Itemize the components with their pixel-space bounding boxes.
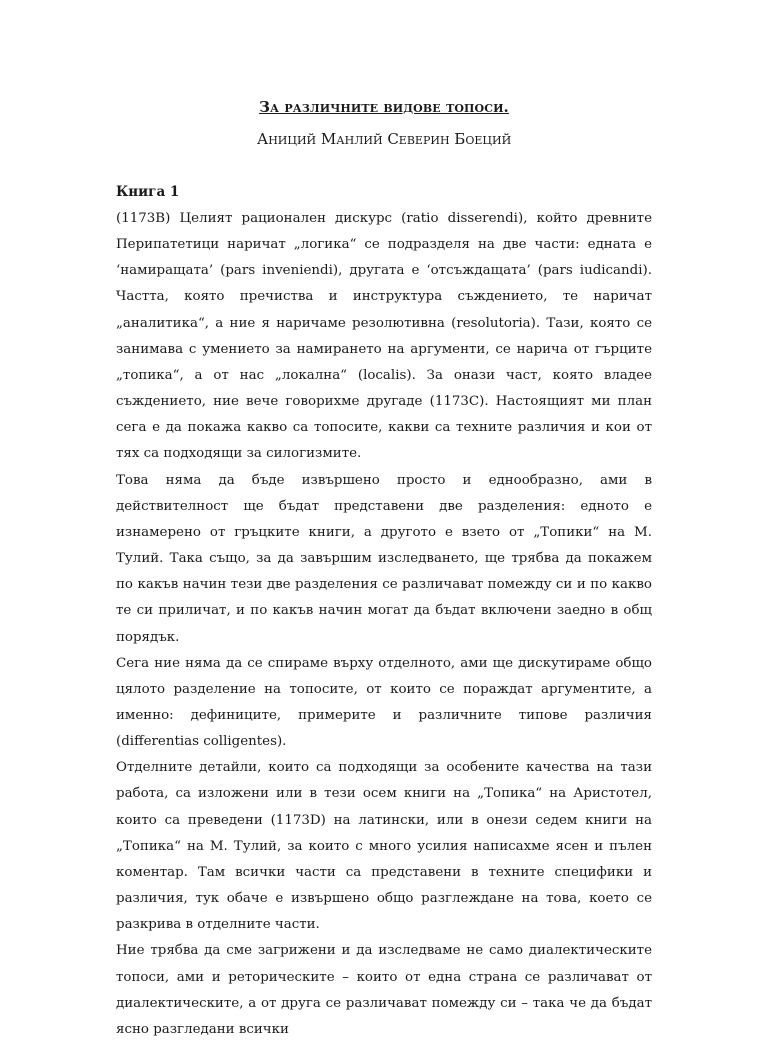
- book-heading: Книга 1: [116, 184, 180, 200]
- paragraph-4: Отделните детайли, които са подходящи за особените качества на тази работа, са изложени или в тези осем книги на „Топика“ на Аристотел, които са преведени (1173D) на латински, или в онези седем книги на „Топика“ на М. Тулий, за които с много усилия написахме ясен и пълен коментар. Там всички части са представени в техните специфики и различия, тук обаче е извършено общо разглеждане на това, което се разкрива в отделните части.: [116, 760, 652, 933]
- paragraph-1: (1173B) Целият рационален дискурс (ratio disserendi), който древните Перипатетици наричат „логика“ се подразделя на две части: едната е ‘намиращата’ (pars inveniendi), другата е ‘отсъждащата’ (pars iudicandi). Частта, която пречиства и инструктура съждението, те наричат „аналитика“, а ние я наричаме резолютивна (resolutoria). Тази, която се занимава с умението за намирането на аргументи, се нарича от гърците „топика“, а от нас „локална“ (localis). За онази част, която владее съждението, ние вече говорихме другаде (1173C). Настоящият ми план сега е да покажа какво са топосите, какви са техните различия и кои от тях са подходящи за силогизмите.: [116, 211, 652, 462]
- document-author: Аниций Манлий Северин Боеций: [256, 130, 512, 148]
- paragraph-3: Сега ние няма да се спираме върху отделното, ами ще дискутираме общо цялото разделение на топосите, от които се пораждат аргументите, а именно: дефиниците, примерите и различните типове различия (differentias colligentes).: [116, 655, 652, 750]
- paragraph-2: Това няма да бъде извършено просто и еднообразно, ами в действителност ще бъдат представени две разделения: едното е изнамерено от гръцките книги, а другото е взето от „Топики“ на М. Тулий. Така също, за да завършим изследването, ще трябва да покажем по какъв начин тези две разделения се различават помежду си и по какво те си приличат, и по какъв начин могат да бъдат включени заедно в общ порядък.: [116, 472, 652, 645]
- paragraph-5: Ние трябва да сме загрижени и да изследваме не само диалектическите топоси, ами и реторическите – които от една страна се различават от диалектическите, а от друга се различават помежду си – така че да бъдат ясно разгледани всички: [116, 943, 652, 1037]
- document-title: За различните видове топоси.: [259, 98, 509, 116]
- body-text: [116, 206, 652, 1043]
